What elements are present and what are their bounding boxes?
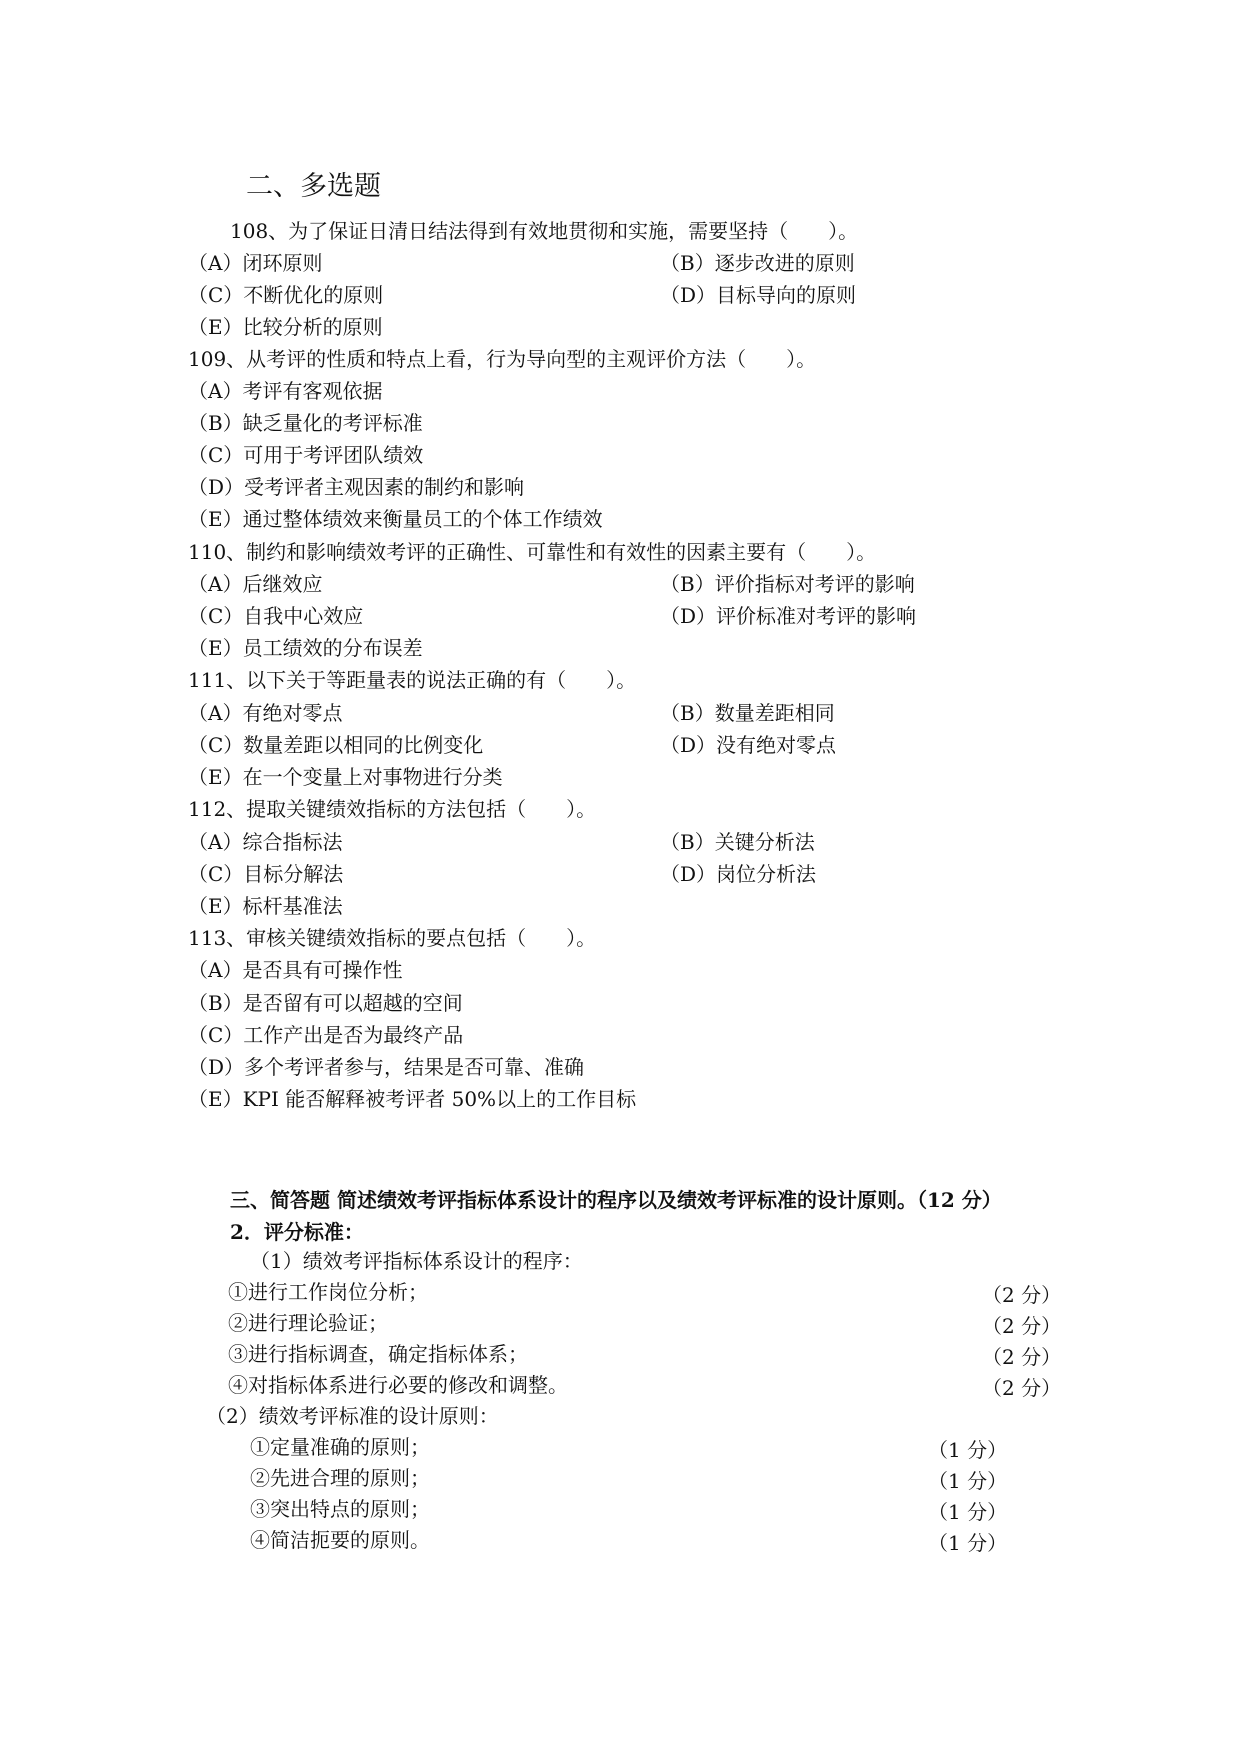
question-option: （A）有绝对零点 xyxy=(188,701,343,725)
question-option: （E）比较分析的原则 xyxy=(188,315,383,339)
question-option: （C）数量差距以相同的比例变化 xyxy=(188,733,484,757)
question-option: （B）缺乏量化的考评标准 xyxy=(188,411,423,435)
scoring-points: （2 分） xyxy=(982,1345,1062,1369)
question-stem: 109、从考评的性质和特点上看，行为导向型的主观评价方法（ ）。 xyxy=(188,347,817,371)
question-option: （C）不断优化的原则 xyxy=(188,283,384,307)
question-option: （E）员工绩效的分布误差 xyxy=(188,636,423,660)
question-option: （A）闭环原则 xyxy=(188,251,323,275)
question-option: （A）后继效应 xyxy=(188,572,323,596)
scoring-points: （1 分） xyxy=(928,1531,1008,1555)
question-option: （C）目标分解法 xyxy=(188,862,344,886)
question-option: （D）没有绝对零点 xyxy=(660,733,837,757)
scoring-item: ③进行指标调查，确定指标体系； xyxy=(228,1342,528,1366)
question-stem: 110、制约和影响绩效考评的正确性、可靠性和有效性的因素主要有（ ）。 xyxy=(188,540,877,564)
question-option: （C）可用于考评团队绩效 xyxy=(188,443,424,467)
question-option: （D）评价标准对考评的影响 xyxy=(660,604,917,628)
question-option: （B）逐步改进的原则 xyxy=(660,251,855,275)
question-option: （B）关键分析法 xyxy=(660,830,815,854)
question-option: （B）数量差距相同 xyxy=(660,701,835,725)
question-option: （E）标杆基准法 xyxy=(188,894,343,918)
part2-title: （2）绩效考评标准的设计原则： xyxy=(206,1404,499,1428)
question-option: （E）KPI 能否解释被考评者 50%以上的工作目标 xyxy=(188,1087,637,1111)
scoring-points: （2 分） xyxy=(982,1376,1062,1400)
scoring-points: （1 分） xyxy=(928,1438,1008,1462)
question-option: （A）是否具有可操作性 xyxy=(188,958,403,982)
question-option: （D）受考评者主观因素的制约和影响 xyxy=(188,475,525,499)
question-stem: 111、以下关于等距量表的说法正确的有（ ）。 xyxy=(188,668,637,692)
section-title-short-answer: 三、简答题 简述绩效考评指标体系设计的程序以及绩效考评标准的设计原则。（12 分） xyxy=(230,1188,1002,1212)
scoring-item: ①进行工作岗位分析； xyxy=(228,1280,428,1304)
scoring-item: ③突出特点的原则； xyxy=(250,1497,430,1521)
question-option: （D）多个考评者参与，结果是否可靠、准确 xyxy=(188,1055,585,1079)
scoring-item: ④简洁扼要的原则。 xyxy=(250,1528,430,1552)
scoring-item: ②先进合理的原则； xyxy=(250,1466,430,1490)
question-option: （E）通过整体绩效来衡量员工的个体工作绩效 xyxy=(188,507,603,531)
question-option: （A）综合指标法 xyxy=(188,830,343,854)
question-option: （C）工作产出是否为最终产品 xyxy=(188,1023,464,1047)
scoring-points: （1 分） xyxy=(928,1500,1008,1524)
scoring-points: （2 分） xyxy=(982,1314,1062,1338)
question-stem: 112、提取关键绩效指标的方法包括（ ）。 xyxy=(188,797,597,821)
question-stem: 108、为了保证日清日结法得到有效地贯彻和实施，需要坚持（ ）。 xyxy=(230,219,859,243)
scoring-item: ④对指标体系进行必要的修改和调整。 xyxy=(228,1373,568,1397)
question-option: （E）在一个变量上对事物进行分类 xyxy=(188,765,503,789)
part1-title: （1）绩效考评指标体系设计的程序： xyxy=(250,1249,583,1273)
scoring-standard-title: 2．评分标准： xyxy=(230,1220,364,1244)
scoring-item: ①定量准确的原则； xyxy=(250,1435,430,1459)
question-option: （D）目标导向的原则 xyxy=(660,283,857,307)
scoring-points: （1 分） xyxy=(928,1469,1008,1493)
question-option: （B）评价指标对考评的影响 xyxy=(660,572,915,596)
section-title-multiple-choice: 二、多选题 xyxy=(246,171,381,202)
question-option: （C）自我中心效应 xyxy=(188,604,364,628)
scoring-points: （2 分） xyxy=(982,1283,1062,1307)
question-option: （B）是否留有可以超越的空间 xyxy=(188,991,463,1015)
question-option: （A）考评有客观依据 xyxy=(188,379,383,403)
scoring-item: ②进行理论验证； xyxy=(228,1311,388,1335)
question-option: （D）岗位分析法 xyxy=(660,862,817,886)
question-stem: 113、审核关键绩效指标的要点包括（ ）。 xyxy=(188,926,597,950)
